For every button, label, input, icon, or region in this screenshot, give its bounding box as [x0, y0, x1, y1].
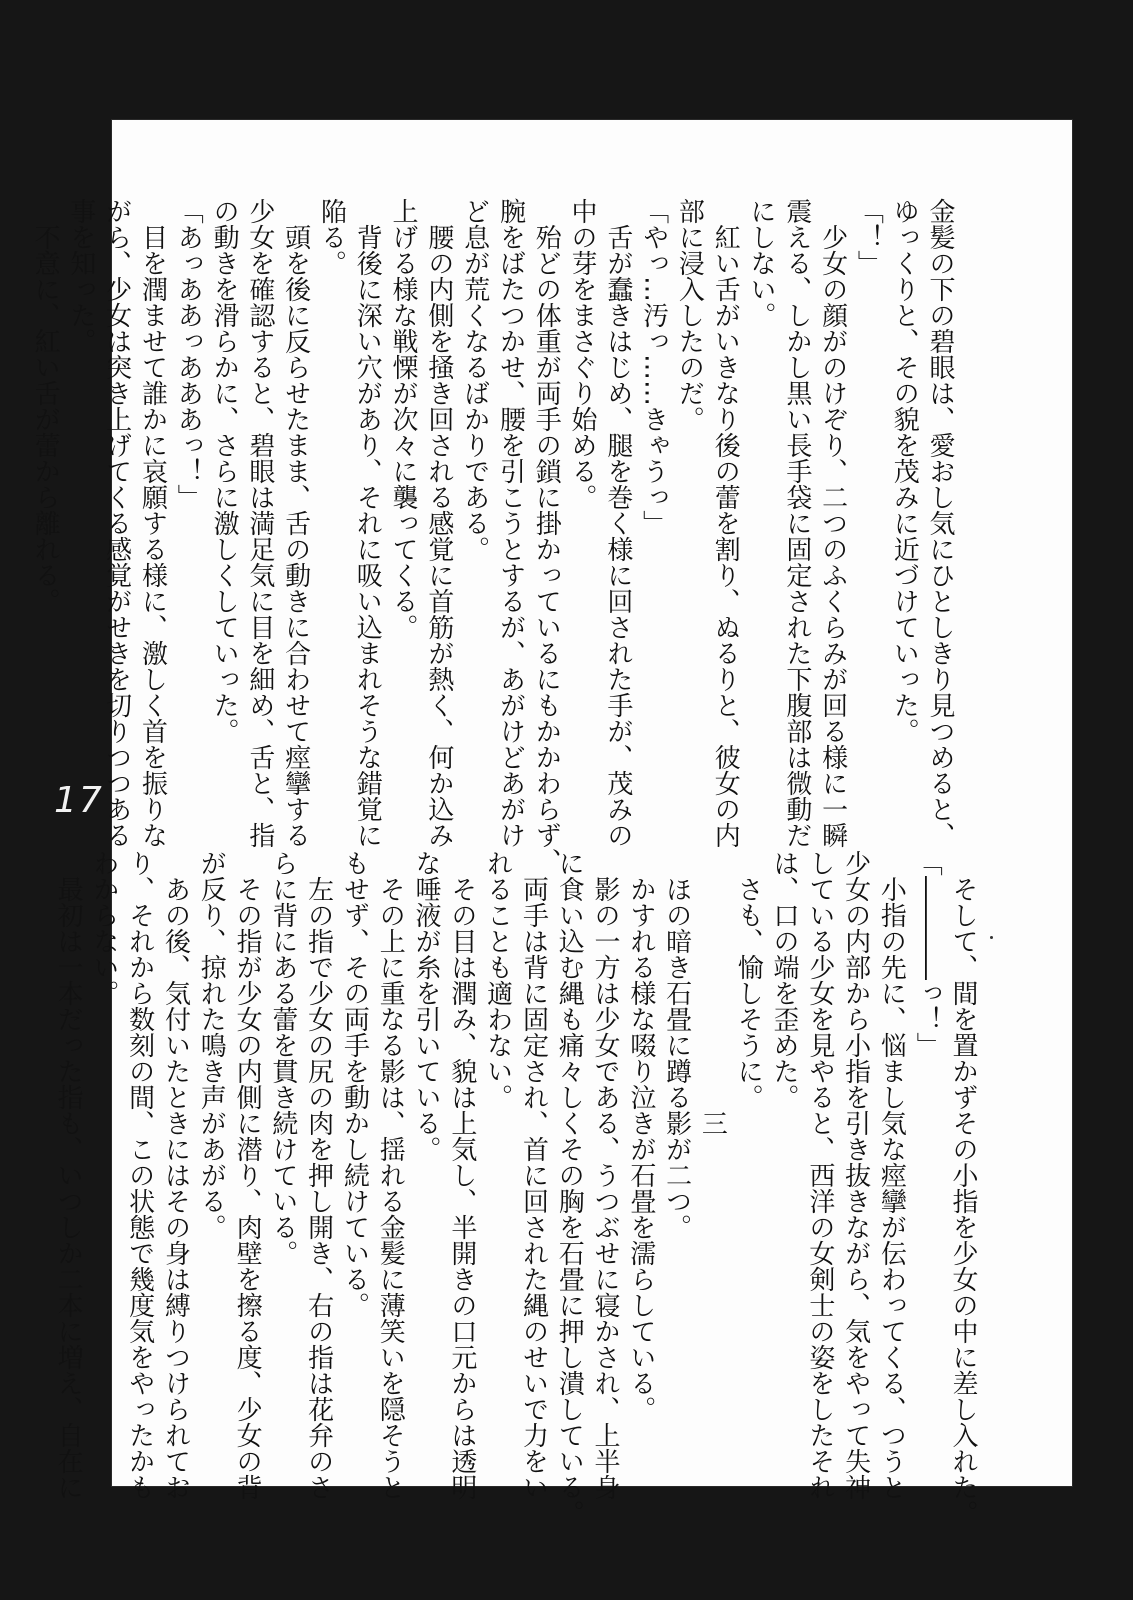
text-line: ど息が荒くなるばかりである。	[459, 198, 490, 562]
text-line: 「やっ…汚っ……きゃうっ」	[638, 198, 669, 536]
text-line: 目を潤ませて誰かに哀願する様に、激しく首を振りな	[137, 198, 168, 848]
text-line: 腕をばたつかせ、腰を引こうとするが、あがけどあがけ	[495, 198, 526, 848]
text-line: 少女の顔がのけぞり、二つのふくらみが回る様に一瞬	[817, 198, 848, 848]
text-line: 「――――っ！」	[912, 850, 943, 1058]
text-line: 不意に、紅い舌が蕾から離れる。	[30, 198, 61, 614]
text-line: かすれる様な啜り泣きが石畳を濡らしている。	[625, 850, 656, 1422]
text-line: 左の指で少女の尻の肉を押し開き、右の指は花弁のさ	[303, 850, 334, 1500]
text-line: 金髪の下の碧眼は、愛おし気にひとしきり見つめると、	[925, 198, 955, 848]
text-line: その指が少女の内側に潜り、肉壁を擦る度、少女の背	[232, 850, 263, 1500]
text-line: 背後に深い穴があり、それに吸い込まれそうな錯覚に	[352, 198, 383, 848]
text-line: 頭を後に反らせたまま、舌の動きに合わせて痙攣する	[280, 198, 311, 848]
text-line: さも、愉しそうに。	[733, 850, 764, 1110]
text-line: に食い込む縄も痛々しくその胸を石畳に押し潰している。	[554, 850, 585, 1526]
text-line: 陥る。	[316, 198, 347, 276]
text-line: 腰の内側を掻き回される感覚に首筋が熱く、何か込み	[423, 198, 454, 848]
text-line: は、口の端を歪めた。	[769, 850, 800, 1110]
text-line: もせず、その両手を動かし続けている。	[339, 850, 370, 1318]
text-line: ほの暗き石畳に蹲る影が二つ。	[661, 850, 692, 1240]
text-line: 少女を確認すると、碧眼は満足気に目を細め、舌と、指	[244, 198, 275, 848]
text-line: 影の一方は少女である、うつぶせに寝かされ、上半身	[590, 850, 621, 1500]
text-line: そして、間を置かずその小指を少女の中に差し入れた。	[948, 850, 978, 1526]
text-line: 部に浸入したのだ。	[674, 198, 705, 432]
text-line: の動きを滑らかに、さらに激しくしていった。	[209, 198, 240, 744]
text-line: 事を知った。	[65, 198, 96, 354]
text-line: 紅い舌がいきなり後の蕾を割り、ぬるりと、彼女の内	[710, 198, 741, 848]
text-line: 中の芽をまさぐり始める。	[567, 198, 598, 510]
text-line: が反り、掠れた鳴き声があがる。	[196, 850, 227, 1240]
speck-mark	[990, 936, 993, 939]
text-line: その目は潤み、貌は上気し、半開きの口元からは透明	[446, 850, 477, 1500]
text-line: ゆっくりと、その貌を茂みに近づけていった。	[889, 198, 920, 744]
text-line: 小指の先に、悩まし気な痙攣が伝わってくる、つうと	[876, 850, 907, 1500]
text-line: がら、少女は突き上げてくる感覚がせきを切りつつある	[101, 198, 132, 848]
text-line: 両手は背に固定され、首に回された縄のせいで力をい	[518, 850, 549, 1500]
text-line: り、それから数刻の間、この状態で幾度気をやったかも	[124, 850, 155, 1500]
text-line: 三	[697, 850, 728, 1136]
text-line: わからない。	[88, 850, 119, 1006]
text-line: れることも適わない。	[482, 850, 513, 1110]
text-line: その上に重なる影は、揺れる金髪に薄笑いを隠そうと	[375, 850, 406, 1500]
text-line: にしない。	[746, 198, 777, 328]
text-line: らに背にある蕾を貫き続けている。	[267, 850, 298, 1266]
text-line: 「！」	[853, 198, 884, 276]
text-line: 舌が蠢きはじめ、腿を巻く様に回された手が、茂みの	[602, 198, 633, 848]
text-line: 少女の内部から小指を引き抜きながら、気をやって失神	[840, 850, 871, 1500]
text-line: 「あっああっあああっ！」	[173, 198, 204, 510]
text-line: 震える、しかし黒い長手袋に固定された下腹部は微動だ	[781, 198, 812, 848]
page-number: 17	[54, 780, 104, 821]
text-line: 上げる様な戦慄が次々に襲ってくる。	[388, 198, 419, 640]
text-line: している少女を見やると、西洋の女剣士の姿をしたそれ	[804, 850, 835, 1500]
text-line: あの後、気付いたときにはその身は縛りつけられてお	[160, 850, 191, 1500]
lower-text-block	[53, 850, 980, 1526]
text-line: 最初は一本だった指も、いつしか二本に増え、自在に	[53, 850, 84, 1500]
text-line: 殆どの体重が両手の鎖に掛かっているにもかかわらず、	[531, 198, 562, 874]
text-line: な唾液が糸を引いている。	[411, 850, 442, 1162]
